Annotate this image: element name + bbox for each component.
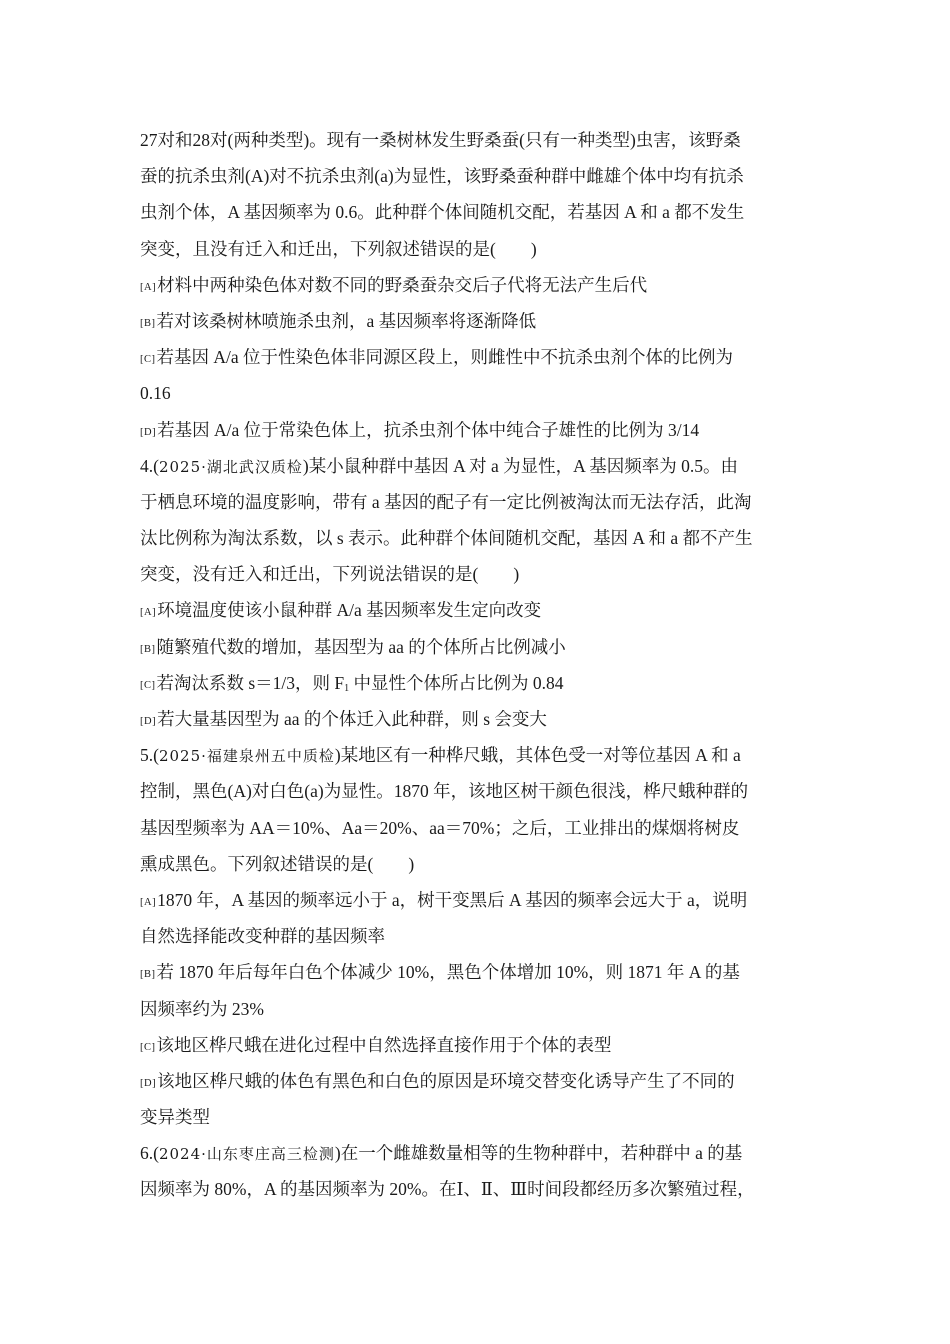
document-page	[140, 122, 820, 1208]
q4-option-b	[140, 629, 820, 665]
option-tag: [D]	[140, 426, 157, 438]
question-text: )某小鼠种群中基因 A 对 a 为显性，A 基因频率为 0.5。由	[302, 455, 738, 476]
subscript: 1	[344, 682, 350, 694]
question-text: )某地区有一种桦尺蛾，其体色受一对等位基因 A 和 a	[334, 745, 741, 766]
q5-line-3: 基因型频率为 AA＝10%、Aa＝20%、aa＝70%；之后，工业排出的煤烟将树皮	[140, 817, 740, 838]
option-text: 随繁殖代数的增加，基因型为 aa 的个体所占比例减小	[156, 636, 566, 657]
q4-line-1	[140, 448, 820, 484]
q3-option-c-cont: 0.16	[140, 383, 171, 404]
q4-option-d	[140, 701, 820, 737]
option-text-pre: 若淘汰系数 s＝1/3，则 F	[156, 672, 345, 693]
option-tag: [C]	[140, 354, 156, 366]
option-text: 该地区桦尺蛾的体色有黑色和白色的原因是环境交替变化诱导产生了不同的	[157, 1070, 735, 1091]
option-tag: [B]	[140, 643, 156, 655]
q5-option-a-cont: 自然选择能改变种群的基因频率	[140, 926, 385, 947]
option-text: 材料中两种染色体对数不同的野桑蚕杂交后子代将无法产生后代	[157, 274, 648, 295]
question-source: 2025·福建泉州五中质检	[158, 747, 335, 766]
q4-line-4: 突变，没有迁入和迁出，下列说法错误的是( )	[140, 564, 520, 585]
q3-line-2: 蚕的抗杀虫剂(A)对不抗杀虫剂(a)为显性，该野桑蚕种群中雌雄个体中均有抗杀	[140, 166, 744, 187]
question-source: 2025·湖北武汉质检	[158, 457, 303, 476]
option-tag: [D]	[140, 716, 157, 727]
q4-option-c	[140, 665, 820, 701]
option-text: 若基因 A/a 位于常染色体上，抗杀虫剂个体中纯合子雄性的比例为 3/14	[157, 419, 700, 440]
option-tag: [B]	[140, 317, 156, 329]
q3-line-3: 虫剂个体，A 基因频率为 0.6。此种群个体间随机交配，若基因 A 和 a 都不发生	[140, 202, 745, 223]
option-tag: [C]	[140, 1041, 156, 1053]
q4-line-2: 于栖息环境的温度影响，带有 a 基因的配子有一定比例被淘汰而无法存活，此淘	[140, 491, 752, 512]
q5-option-b-cont: 因频率约为 23%	[140, 998, 264, 1019]
q5-line-1	[140, 737, 820, 773]
question-number: 4.(	[140, 455, 159, 476]
q5-line-2: 控制，黑色(A)对白色(a)为显性。1870 年，该地区树干颜色很浅，桦尺蛾种群的	[140, 781, 749, 802]
q4-option-a	[140, 592, 820, 628]
question-number: 5.(	[140, 745, 159, 766]
q3-option-b	[140, 303, 820, 339]
option-text: 若大量基因型为 aa 的个体迁入此种群，则 s 会变大	[157, 709, 547, 729]
q5-line-4: 熏成黑色。下列叙述错误的是( )	[140, 853, 415, 874]
q3-line-4: 突变，且没有迁入和迁出，下列叙述错误的是( )	[140, 238, 537, 259]
q5-option-d-cont: 变异类型	[140, 1107, 210, 1128]
q3-line-1: 27对和28对(两种类型)。现有一桑树林发生野桑蚕(只有一种类型)虫害，该野桑	[140, 130, 741, 150]
option-tag: [D]	[140, 1077, 157, 1089]
q3-option-c	[140, 339, 820, 375]
q5-option-c	[140, 1027, 820, 1063]
q6-line-1	[140, 1135, 820, 1171]
option-text: 1870 年，A 基因的频率远小于 a，树干变黑后 A 基因的频率会远大于 a，说明	[157, 889, 748, 910]
option-text: 若基因 A/a 位于性染色体非同源区段上，则雌性中不抗杀虫剂个体的比例为	[156, 347, 734, 368]
option-text: 若对该桑树林喷施杀虫剂，a 基因频率将逐渐降低	[156, 310, 537, 331]
option-tag: [B]	[140, 969, 156, 981]
question-number: 6.(	[140, 1143, 159, 1164]
option-tag: [C]	[140, 679, 156, 691]
option-text: 若 1870 年后每年白色个体减少 10%，黑色个体增加 10%，则 1871 年 A 的基	[156, 962, 740, 983]
q3-option-a	[140, 267, 820, 303]
q4-line-3: 汰比例称为淘汰系数，以 s 表示。此种群个体间随机交配，基因 A 和 a 都不产生	[140, 528, 753, 549]
q6-line-2: 因频率为 80%，A 的基因频率为 20%。在Ⅰ、Ⅱ、Ⅲ时间段都经历多次繁殖过程，	[140, 1179, 755, 1200]
q5-option-d	[140, 1063, 820, 1099]
option-tag: [A]	[140, 281, 157, 293]
option-tag: [A]	[140, 607, 157, 619]
option-text: 该地区桦尺蛾在进化过程中自然选择直接作用于个体的表型	[156, 1034, 612, 1055]
question-source: 2024·山东枣庄高三检测	[158, 1145, 335, 1164]
option-tag: [A]	[140, 896, 157, 908]
q5-option-a	[140, 882, 820, 918]
option-text-post: 中显性个体所占比例为 0.84	[349, 672, 564, 693]
q3-option-d	[140, 412, 820, 448]
q5-option-b	[140, 954, 820, 990]
option-text: 环境温度使该小鼠种群 A/a 基因频率发生定向改变	[157, 600, 542, 621]
question-text: )在一个雌雄数量相等的生物种群中，若种群中 a 的基	[334, 1143, 743, 1164]
